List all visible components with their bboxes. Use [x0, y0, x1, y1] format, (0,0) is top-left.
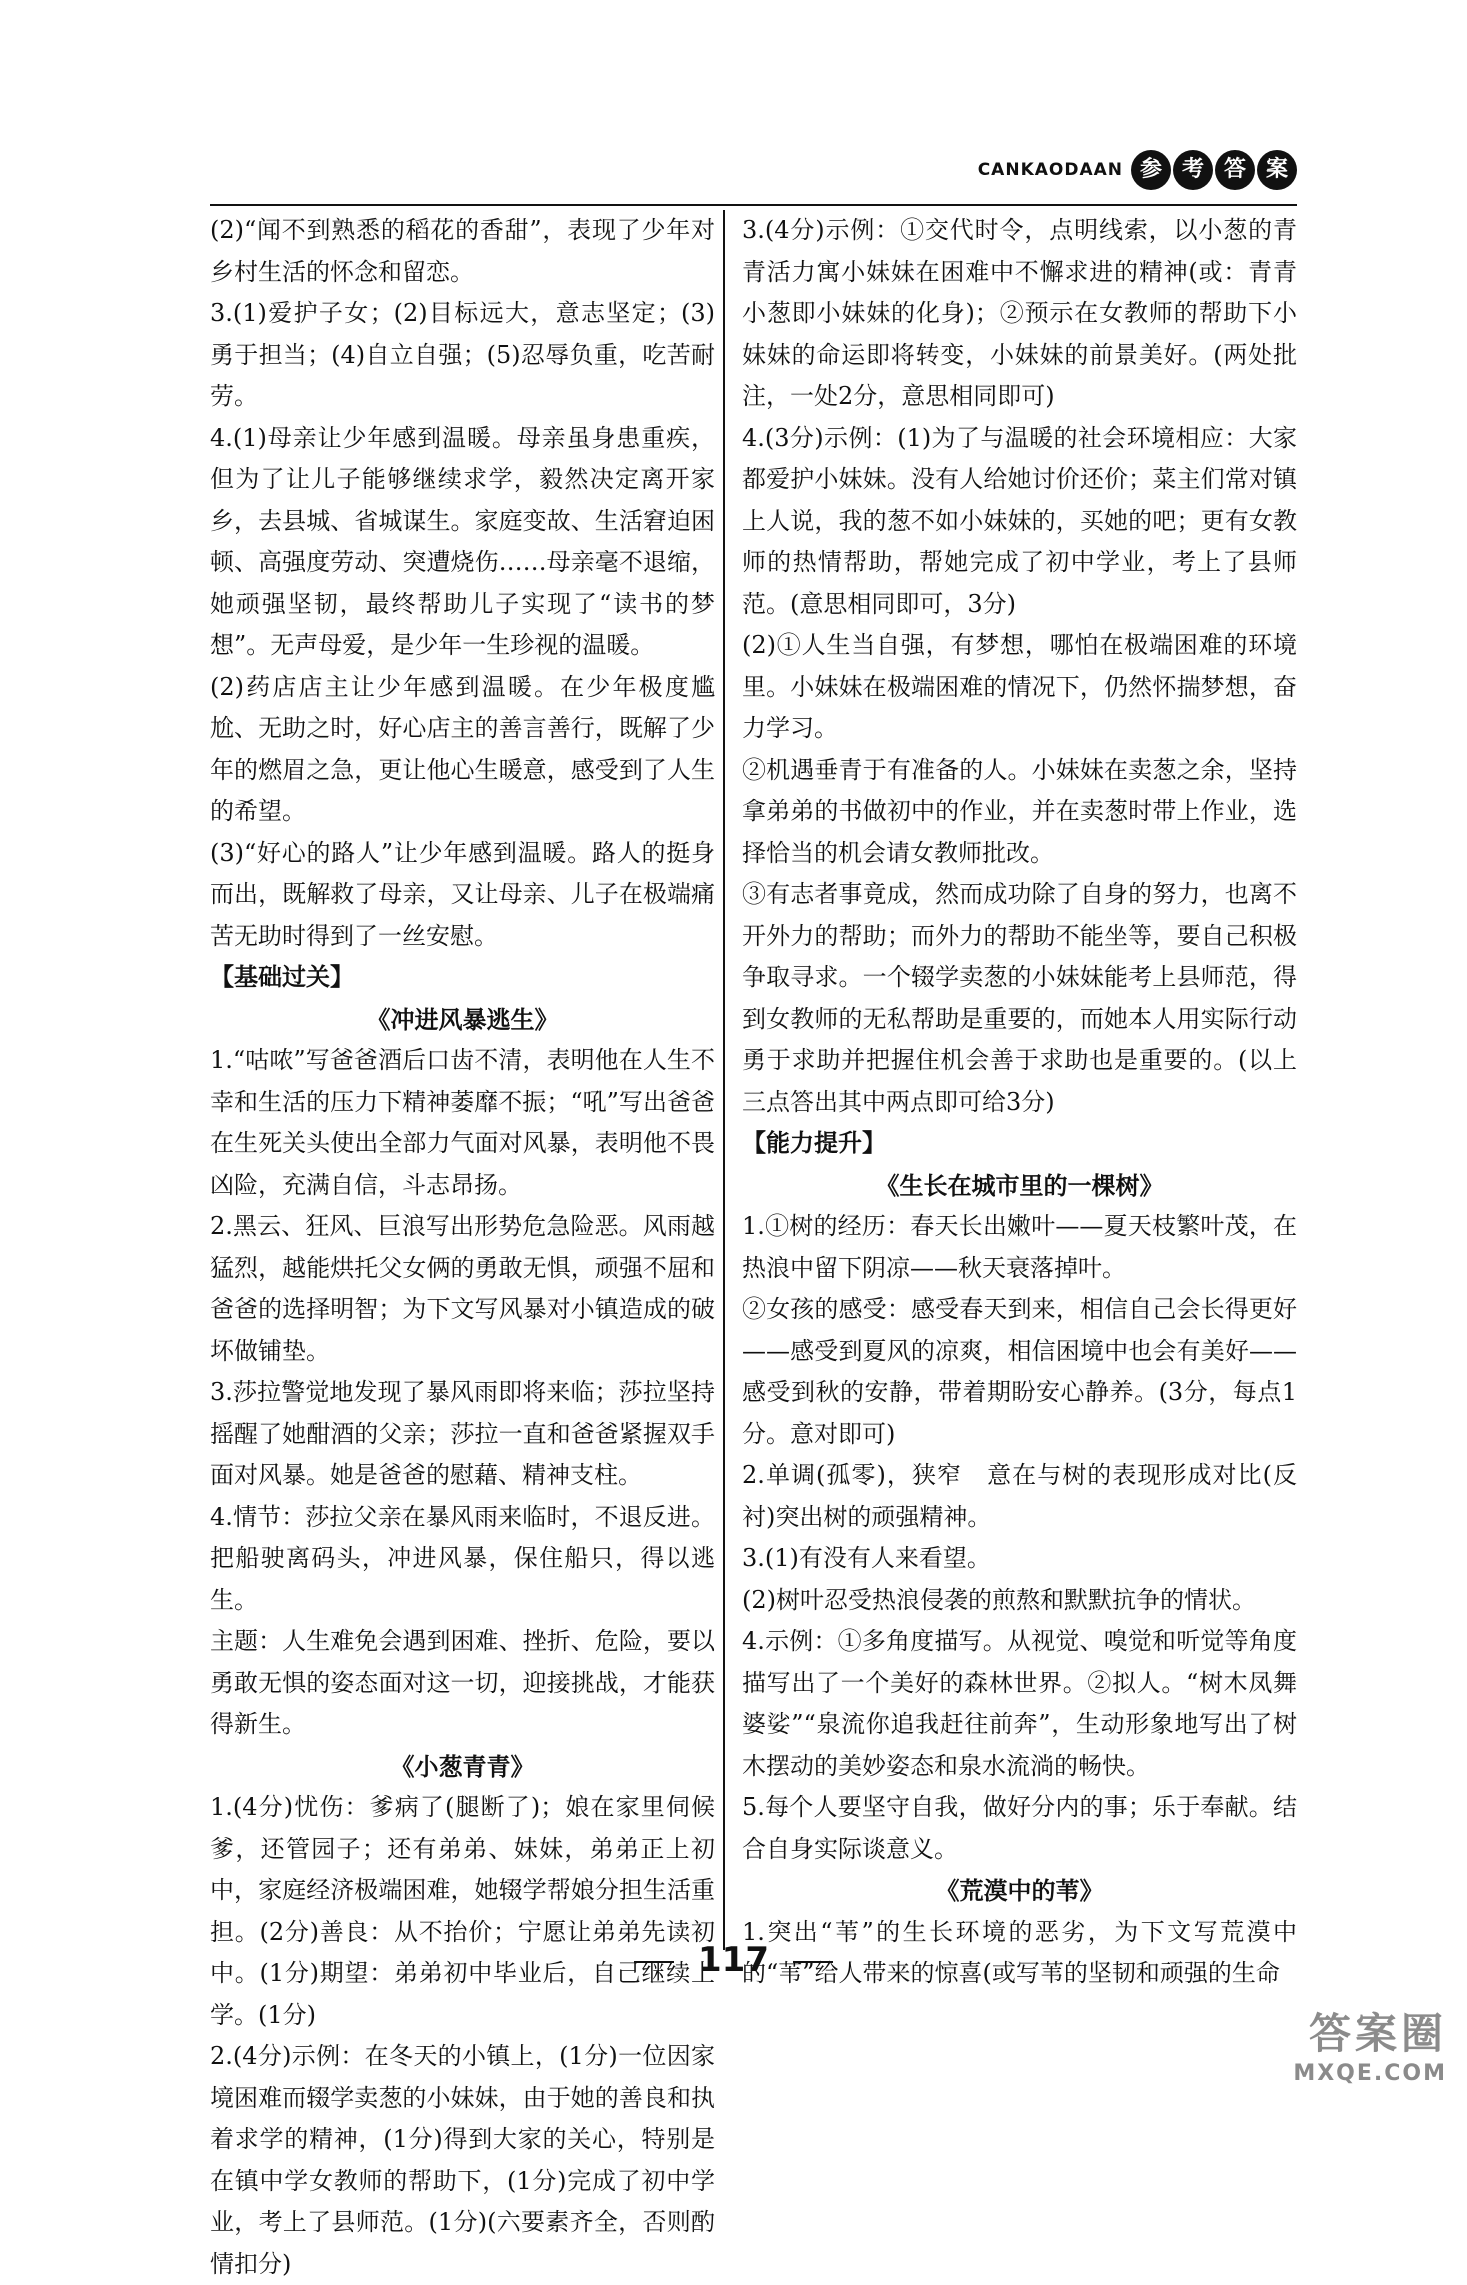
answer-paragraph: 3.莎拉警觉地发现了暴风雨即将来临；莎拉坚持摇醒了她酣酒的父亲；莎拉一直和爸爸紧握双手面对风暴。她是爸爸的慰藉、精神支柱。	[210, 1378, 715, 1489]
page-number	[0, 1940, 1467, 1980]
answer-paragraph: 2.(4分)示例：在冬天的小镇上，(1分)一位因家境困难而辍学卖葱的小妹妹，由于她的善良和执着求学的精神，(1分)得到大家的关心，特别是在镇中学女教师的帮助下，(1分)完成了初中学业，考上了县师范。(1分)(六要素齐全，否则酌情扣分)	[210, 2042, 715, 2278]
watermark	[1293, 2001, 1447, 2086]
answer-paragraph: 3.(1)有没有人来看望。	[742, 1544, 991, 1572]
answer-paragraph: ②女孩的感受：感受春天到来，相信自己会长得更好——感受到夏风的凉爽，相信困境中也会有美好——感受到秋的安静，带着期盼安心静养。(3分，每点1分。意对即可)	[742, 1295, 1297, 1448]
answer-paragraph: 1.“咕哝”写爸爸酒后口齿不清，表明他在人生不幸和生活的压力下精神萎靡不振；“吼”写出爸爸在生死关头使出全部力气面对风暴，表明他不畏凶险，充满自信，斗志昂扬。	[210, 1046, 715, 1199]
answer-paragraph: 4.(3分)示例：(1)为了与温暖的社会环境相应：大家都爱护小妹妹。没有人给她讨价还价；菜主们常对镇上人说，我的葱不如小妹妹的，买她的吧；更有女教师的热情帮助，帮她完成了初中学业，考上了县师范。(意思相同即可，3分)	[742, 423, 1297, 618]
page-number-dash-right	[793, 1961, 833, 1963]
right-column	[742, 210, 1297, 1995]
answer-paragraph: 5.每个人要坚守自我，做好分内的事；乐于奉献。结合自身实际谈意义。	[742, 1793, 1297, 1863]
header-brand	[978, 150, 1297, 190]
answer-paragraph: 1.突出“苇”的生长环境的恶劣，为下文写荒漠中的“苇”给人带来的惊喜(或写苇的坚韧和顽强的生命	[742, 1917, 1297, 1987]
watermark-url: MXQE.COM	[1293, 2061, 1447, 2086]
brand-logo	[1131, 150, 1297, 190]
answer-paragraph: ③有志者事竟成，然而成功除了自身的努力，也离不开外力的帮助；而外力的帮助不能坐等，要自己积极争取寻求。一个辍学卖葱的小妹妹能考上县师范，得到女教师的无私帮助是重要的，而她本人用实际行动勇于求助并把握住机会善于求助也是重要的。(以上三点答出其中两点即可给3分)	[742, 880, 1297, 1116]
answer-paragraph: 3.(1)爱护子女；(2)目标远大，意志坚定；(3)勇于担当；(4)自立自强；(5)忍辱负重，吃苦耐劳。	[210, 299, 715, 410]
answer-paragraph: 1.①树的经历：春天长出嫩叶——夏天枝繁叶茂，在热浪中留下阴凉——秋天衰落掉叶。	[742, 1212, 1297, 1282]
answer-paragraph: (2)①人生当自强，有梦想，哪怕在极端困难的环境里。小妹妹在极端困难的情况下，仍然怀揣梦想，奋力学习。	[742, 631, 1297, 742]
answer-paragraph: (2)药店店主让少年感到温暖。在少年极度尴尬、无助之时，好心店主的善言善行，既解了少年的燃眉之急，更让他心生暖意，感受到了人生的希望。	[210, 672, 715, 825]
column-divider	[723, 210, 725, 1950]
brand-logo-char: 答	[1215, 150, 1255, 190]
page-number-value: 117	[698, 1940, 769, 1980]
header-rule	[210, 204, 1297, 206]
answer-paragraph: 4.(1)母亲让少年感到温暖。母亲虽身患重疾，但为了让儿子能够继续求学，毅然决定离开家乡，去县城、省城谋生。家庭变故、生活窘迫困顿、高强度劳动、突遭烧伤……母亲毫不退缩，她顽强坚韧，最终帮助儿子实现了“读书的梦想”。无声母爱，是少年一生珍视的温暖。	[210, 423, 715, 659]
section-heading: 【基础过关】	[210, 963, 354, 991]
answer-paragraph: 主题：人生难免会遇到困难、挫折、危险，要以勇敢无惧的姿态面对这一切，迎接挑战，才能获得新生。	[210, 1627, 715, 1738]
article-title: 《冲进风暴逃生》	[366, 1004, 559, 1034]
answer-paragraph: ②机遇垂青于有准备的人。小妹妹在卖葱之余，坚持拿弟弟的书做初中的作业，并在卖葱时带上作业，选择恰当的机会请女教师批改。	[742, 755, 1297, 867]
section-heading: 【能力提升】	[742, 1129, 886, 1157]
page-number-dash-left	[634, 1961, 674, 1963]
answer-paragraph: 1.(4分)忧伤：爹病了(腿断了)；娘在家里伺候爹，还管园子；还有弟弟、妹妹，弟弟正上初中，家庭经济极端困难，她辍学帮娘分担生活重担。(2分)善良：从不抬价；宁愿让弟弟先读初中。(1分)期望：弟弟初中毕业后，自己继续上学。(1分)	[210, 1793, 715, 2029]
answer-paragraph: 2.黑云、狂风、巨浪写出形势危急险恶。风雨越猛烈，越能烘托父女俩的勇敢无惧，顽强不屈和爸爸的选择明智；为下文写风暴对小镇造成的破坏做铺垫。	[210, 1212, 715, 1365]
brand-logo-char: 案	[1257, 150, 1297, 190]
answer-paragraph: (3)“好心的路人”让少年感到温暖。路人的挺身而出，既解救了母亲，又让母亲、儿子在极端痛苦无助时得到了一丝安慰。	[210, 838, 715, 950]
watermark-logo: 答案圈	[1308, 2009, 1447, 2058]
answer-paragraph: 4.情节：莎拉父亲在暴风雨来临时，不退反进。把船驶离码头，冲进风暴，保住船只，得以逃生。	[210, 1502, 715, 1614]
brand-logo-char: 参	[1131, 150, 1171, 190]
answer-paragraph: (2)树叶忍受热浪侵袭的煎熬和默默抗争的情状。	[742, 1585, 1256, 1614]
article-title: 《生长在城市里的一棵树》	[875, 1170, 1164, 1200]
article-title: 《荒漠中的苇》	[935, 1876, 1104, 1905]
answer-paragraph: 3.(4分)示例：①交代时令，点明线索，以小葱的青青活力寓小妹妹在困难中不懈求进的精神(或：青青小葱即小妹妹的化身)；②预示在女教师的帮助下小妹妹的命运即将转变，小妹妹的前景美好。(两处批注，一处2分，意思相同即可)	[742, 216, 1297, 410]
article-title: 《小葱青青》	[390, 1751, 535, 1781]
brand-logo-char: 考	[1173, 150, 1213, 190]
brand-text: CANKAODAAN	[977, 160, 1123, 180]
answer-paragraph: 4.示例：①多角度描写。从视觉、嗅觉和听觉等角度描写出了一个美好的森林世界。②拟人。“树木凤舞婆娑”“泉流你追我赶往前奔”，生动形象地写出了树木摆动的美妙姿态和泉水流淌的畅快。	[742, 1627, 1297, 1780]
answer-paragraph: (2)“闻不到熟悉的稻花的香甜”，表现了少年对乡村生活的怀念和留恋。	[210, 216, 715, 286]
answer-paragraph: 2.单调(孤零)，狭窄 意在与树的表现形成对比(反衬)突出树的顽强精神。	[742, 1461, 1297, 1531]
